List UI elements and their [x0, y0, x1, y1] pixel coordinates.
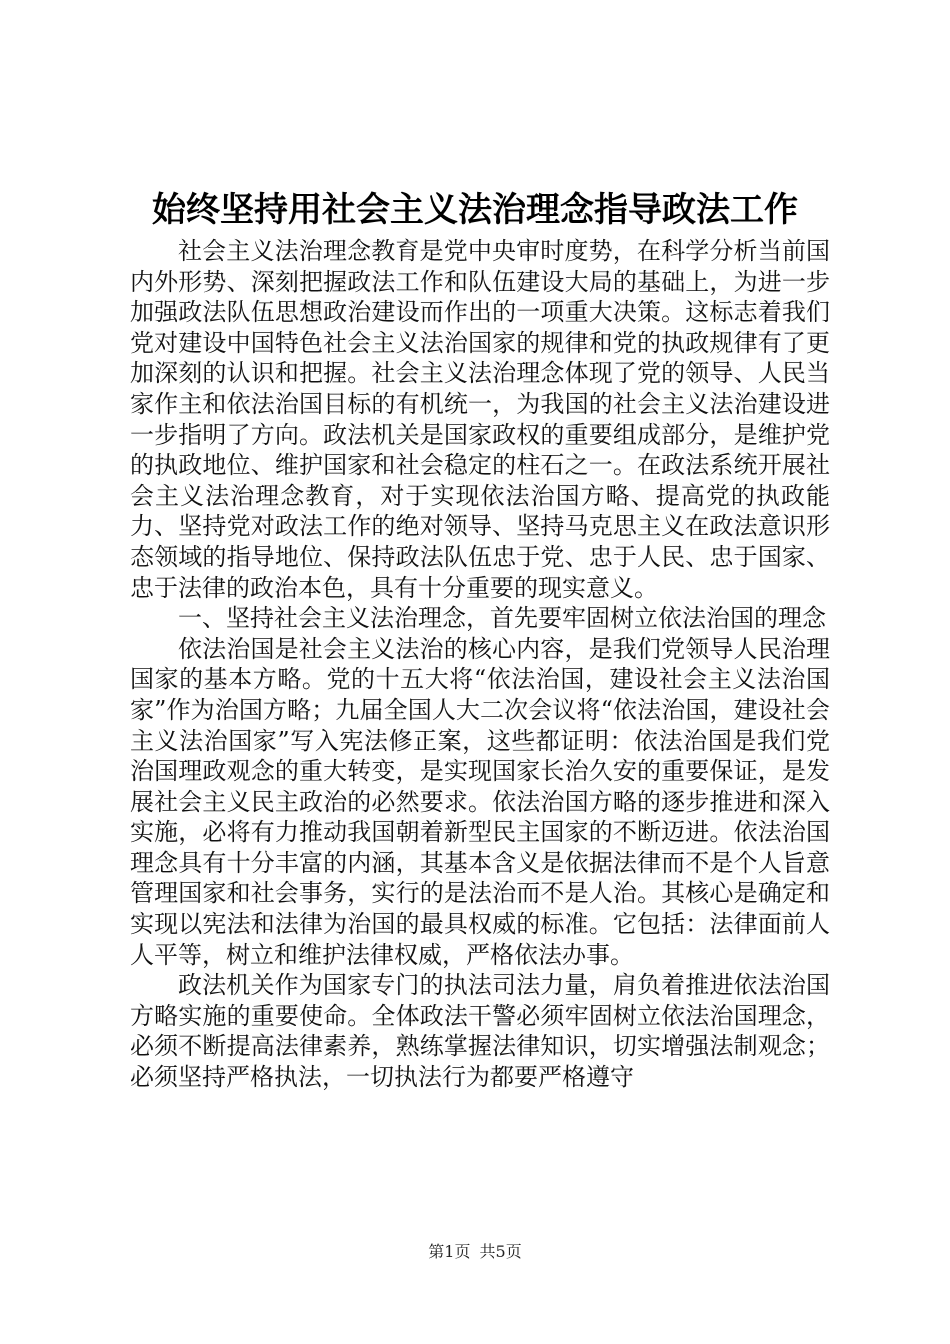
page-footer: [0, 1240, 950, 1264]
page-number: 第1页: [428, 1242, 471, 1261]
paragraph-intro: 社会主义法治理念教育是党中央审时度势，在科学分析当前国内外形势、深刻把握政法工作和队伍建设大局的基础上，为进一步加强政法队伍思想政治建设而作出的一项重大决策。这标志着我们党对建设中国特色社会主义法治国家的规律和党的执政规律有了更加深刻的认识和把握。社会主义法治理念体现了党的领导、人民当家作主和依法治国目标的有机统一，为我国的社会主义法治建设进一步指明了方向。政法机关是国家政权的重要组成部分，是维护党的执政地位、维护国家和社会稳定的柱石之一。在政法系统开展社会主义法治理念教育，对于实现依法治国方略、提高党的执政能力、坚持党对政法工作的绝对领导、坚持马克思主义在政法意识形态领域的指导地位、保持政法队伍忠于党、忠于人民、忠于国家、忠于法律的政治本色，具有十分重要的现实意义。: [130, 237, 830, 602]
total-pages: 共5页: [479, 1242, 522, 1261]
document-title: 始终坚持用社会主义法治理念指导政法工作: [152, 190, 798, 230]
section-heading-1: 一、坚持社会主义法治理念，首先要牢固树立依法治国的理念: [178, 604, 826, 633]
paragraph-rule-of-law: 依法治国是社会主义法治的核心内容，是我们党领导人民治理国家的基本方略。党的十五大将“依法治国，建设社会主义法治国家”作为治国方略；九届全国人大二次会议将“依法治国，建设社会主义法治国家”写入宪法修正案，这些都证明：依法治国是我们党治国理政观念的重大转变，是实现国家长治久安的重要保证，是发展社会主义民主政治的必然要求。依法治国方略的逐步推进和深入实施，必将有力推动我国朝着新型民主国家的不断迈进。依法治国理念具有十分丰富的内涵，其基本含义是依据法律而不是个人旨意管理国家和社会事务，实行的是法治而不是人治。其核心是确定和实现以宪法和法律为治国的最具权威的标准。它包括：法律面前人人平等，树立和维护法律权威，严格依法办事。: [130, 634, 830, 969]
document-body: [130, 236, 830, 1093]
paragraph-political-organs: 政法机关作为国家专门的执法司法力量，肩负着推进依法治国方略实施的重要使命。全体政法干警必须牢固树立依法治国理念，必须不断提高法律素养，熟练掌握法律知识，切实增强法制观念；必须坚持严格执法，一切执法行为都要严格遵守: [130, 971, 830, 1092]
